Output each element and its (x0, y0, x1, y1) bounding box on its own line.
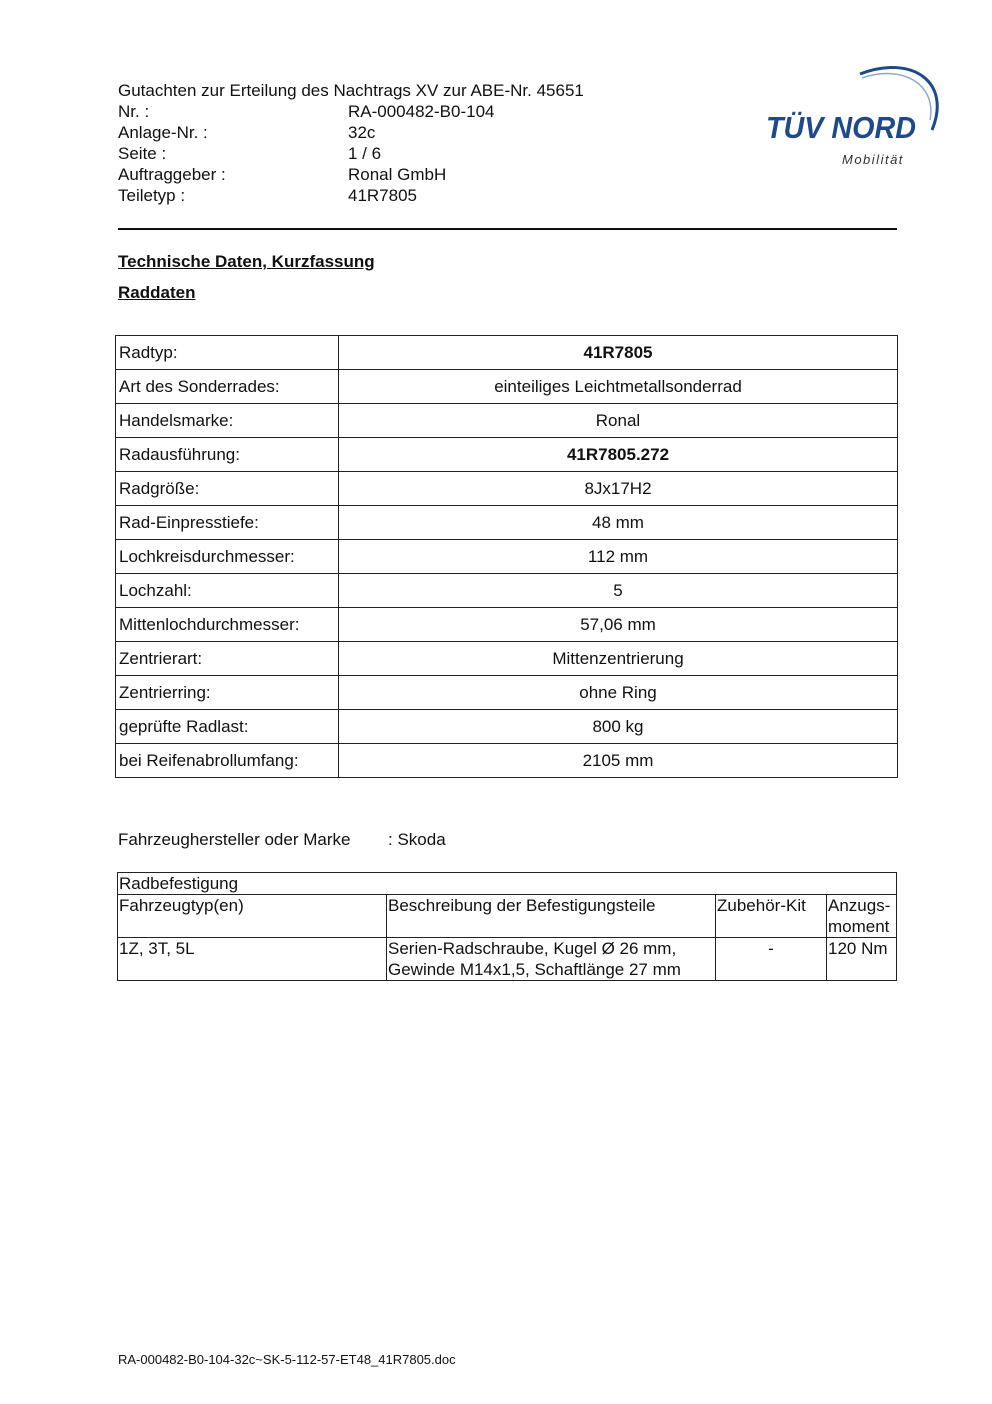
meta-value: RA-000482-B0-104 (348, 102, 495, 121)
wheel-row (116, 676, 898, 710)
wheel-row-value: Ronal (339, 404, 898, 438)
wheel-row-label: Lochzahl: (116, 574, 339, 608)
logo-tagline: Mobilität (842, 152, 904, 167)
maker-label: Fahrzeughersteller oder Marke (118, 830, 351, 849)
cell-kit: - (716, 938, 827, 981)
wheel-row-value: 112 mm (339, 540, 898, 574)
wheel-row-value: Mittenzentrierung (339, 642, 898, 676)
section-title-technical: Technische Daten, Kurzfassung (118, 252, 375, 271)
wheel-row (116, 710, 898, 744)
header-description: Beschreibung der Befestigungsteile (387, 895, 716, 938)
meta-label: Auftraggeber : (118, 165, 226, 184)
fixing-title: Radbefestigung (118, 873, 897, 895)
wheel-row (116, 608, 898, 642)
meta-value: 1 / 6 (348, 144, 382, 163)
wheel-row-value: 800 kg (339, 710, 898, 744)
meta-value: 41R7805 (348, 186, 418, 205)
meta-label: Nr. : (118, 102, 150, 121)
description-line2: Gewinde M14x1,5, Schaftlänge 27 mm (388, 960, 681, 979)
meta-label: Seite : (118, 144, 167, 163)
description-line1: Serien-Radschraube, Kugel Ø 26 mm, (388, 939, 677, 958)
wheel-row-value: 41R7805 (339, 336, 898, 370)
wheel-row-label: Radausführung: (116, 438, 339, 472)
meta-value: Ronal GmbH (348, 165, 447, 184)
cell-vehicle-types: 1Z, 3T, 5L (118, 938, 387, 981)
document-header (118, 80, 584, 206)
meta-row-anlage (118, 122, 584, 143)
vehicle-maker-line (118, 830, 446, 850)
fixing-table (117, 872, 897, 981)
meta-value: 32c (348, 123, 376, 142)
wheel-row-value: 2105 mm (339, 744, 898, 778)
footer-filename: RA-000482-B0-104-32c~SK-5-112-57-ET48_41R7805.doc (118, 1352, 456, 1367)
wheel-row-value: 8Jx17H2 (339, 472, 898, 506)
fixing-data-row (118, 938, 897, 981)
meta-label: Anlage-Nr. : (118, 123, 208, 142)
wheel-row-value: 5 (339, 574, 898, 608)
maker-value: : Skoda (388, 830, 446, 849)
wheel-row-label: geprüfte Radlast: (116, 710, 339, 744)
wheel-row-label: Radgröße: (116, 472, 339, 506)
logo-brand: TÜV NORD (766, 110, 916, 145)
wheel-row (116, 642, 898, 676)
wheel-row-label: Zentrierart: (116, 642, 339, 676)
wheel-row-label: Rad-Einpresstiefe: (116, 506, 339, 540)
meta-row-teiletyp (118, 185, 584, 206)
wheel-row-label: Zentrierring: (116, 676, 339, 710)
cell-description (387, 938, 716, 981)
fixing-header-row (118, 895, 897, 938)
wheel-row (116, 540, 898, 574)
section-title-wheel: Raddaten (118, 283, 196, 302)
wheel-row-label: Mittenlochdurchmesser: (116, 608, 339, 642)
wheel-row (116, 506, 898, 540)
fixing-title-row (118, 873, 897, 895)
tuv-nord-logo (762, 58, 944, 173)
meta-row-auftraggeber (118, 164, 584, 185)
wheel-row (116, 370, 898, 404)
wheel-row-value: 48 mm (339, 506, 898, 540)
wheel-row-value: 57,06 mm (339, 608, 898, 642)
wheel-row-label: Radtyp: (116, 336, 339, 370)
meta-label: Teiletyp : (118, 186, 186, 205)
document-title: Gutachten zur Erteilung des Nachtrags XV zur ABE-Nr. 45651 (118, 81, 584, 100)
wheel-data-table (115, 335, 898, 778)
wheel-row (116, 438, 898, 472)
meta-row-seite (118, 143, 584, 164)
wheel-row-value: 41R7805.272 (339, 438, 898, 472)
wheel-row (116, 336, 898, 370)
wheel-row-label: Lochkreisdurchmesser: (116, 540, 339, 574)
wheel-row-label: Art des Sonderrades: (116, 370, 339, 404)
cell-torque: 120 Nm (827, 938, 897, 981)
wheel-row-label: bei Reifenabrollumfang: (116, 744, 339, 778)
wheel-row-value: einteiliges Leichtmetallsonderrad (339, 370, 898, 404)
header-torque-line2: moment (828, 917, 890, 936)
wheel-row-label: Handelsmarke: (116, 404, 339, 438)
header-divider (118, 228, 897, 230)
header-torque-line1: Anzugs- (828, 896, 891, 915)
wheel-row (116, 574, 898, 608)
wheel-row (116, 404, 898, 438)
wheel-row (116, 744, 898, 778)
wheel-row (116, 472, 898, 506)
wheel-row-value: ohne Ring (339, 676, 898, 710)
header-kit: Zubehör-Kit (716, 895, 827, 938)
header-torque (827, 895, 897, 938)
header-vehicle-types: Fahrzeugtyp(en) (118, 895, 387, 938)
meta-row-nr (118, 101, 584, 122)
